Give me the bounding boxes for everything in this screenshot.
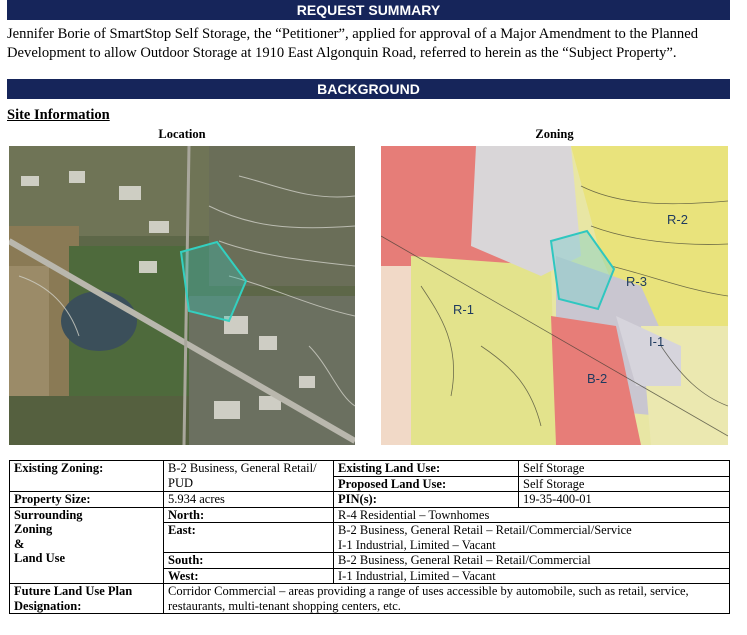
west-value: I-1 Industrial, Limited – Vacant — [334, 568, 730, 584]
existing-land-use-value: Self Storage — [519, 461, 730, 477]
location-aerial-map — [9, 146, 355, 445]
surrounding-label: Surrounding Zoning & Land Use — [10, 507, 164, 584]
site-information-heading: Site Information — [7, 107, 110, 123]
future-land-use-label: Future Land Use Plan Designation: — [10, 584, 164, 614]
zone-label-b2: B-2 — [587, 371, 608, 386]
summary-paragraph: Jennifer Borie of SmartStop Self Storage, the “Petitioner”, applied for approval of a Major Amendment to the Planned Development to allow Outdoor Storage at 1910 East Algonquin Road, referred to herein as the “Subject Property”. — [7, 26, 699, 61]
background-header: BACKGROUND — [7, 79, 730, 99]
zone-label-r2: R-2 — [667, 212, 688, 227]
existing-zoning-label: Existing Zoning: — [10, 461, 164, 492]
request-summary-header: REQUEST SUMMARY — [7, 0, 730, 20]
zoning-caption: Zoning — [535, 127, 574, 141]
pin-value: 19-35-400-01 — [519, 492, 730, 508]
west-label: West: — [164, 568, 334, 584]
property-size-label: Property Size: — [10, 492, 164, 508]
location-caption: Location — [158, 127, 206, 141]
proposed-land-use-value: Self Storage — [519, 476, 730, 492]
zone-label-r3: R-3 — [626, 274, 647, 289]
east-value: B-2 Business, General Retail – Retail/Commercial/Service I-1 Industrial, Limited – Vacant — [334, 523, 730, 553]
zone-label-r1: R-1 — [453, 302, 474, 317]
property-size-value: 5.934 acres — [164, 492, 334, 508]
proposed-land-use-label: Proposed Land Use: — [334, 476, 519, 492]
future-land-use-value: Corridor Commercial – areas providing a range of uses accessible by automobile, such as retail, service, restaurants, multi-tenant shopping centers, etc. — [164, 584, 730, 614]
east-label: East: — [164, 523, 334, 553]
existing-land-use-label: Existing Land Use: — [334, 461, 519, 477]
site-info-table — [9, 460, 730, 614]
north-value: R-4 Residential – Townhomes — [334, 507, 730, 523]
zoning-map — [381, 146, 728, 445]
south-value: B-2 Business, General Retail – Retail/Commercial — [334, 553, 730, 569]
pin-label: PIN(s): — [334, 492, 519, 508]
zone-label-i1: I-1 — [649, 334, 665, 349]
existing-zoning-value: B-2 Business, General Retail/ PUD — [164, 461, 334, 492]
north-label: North: — [164, 507, 334, 523]
south-label: South: — [164, 553, 334, 569]
